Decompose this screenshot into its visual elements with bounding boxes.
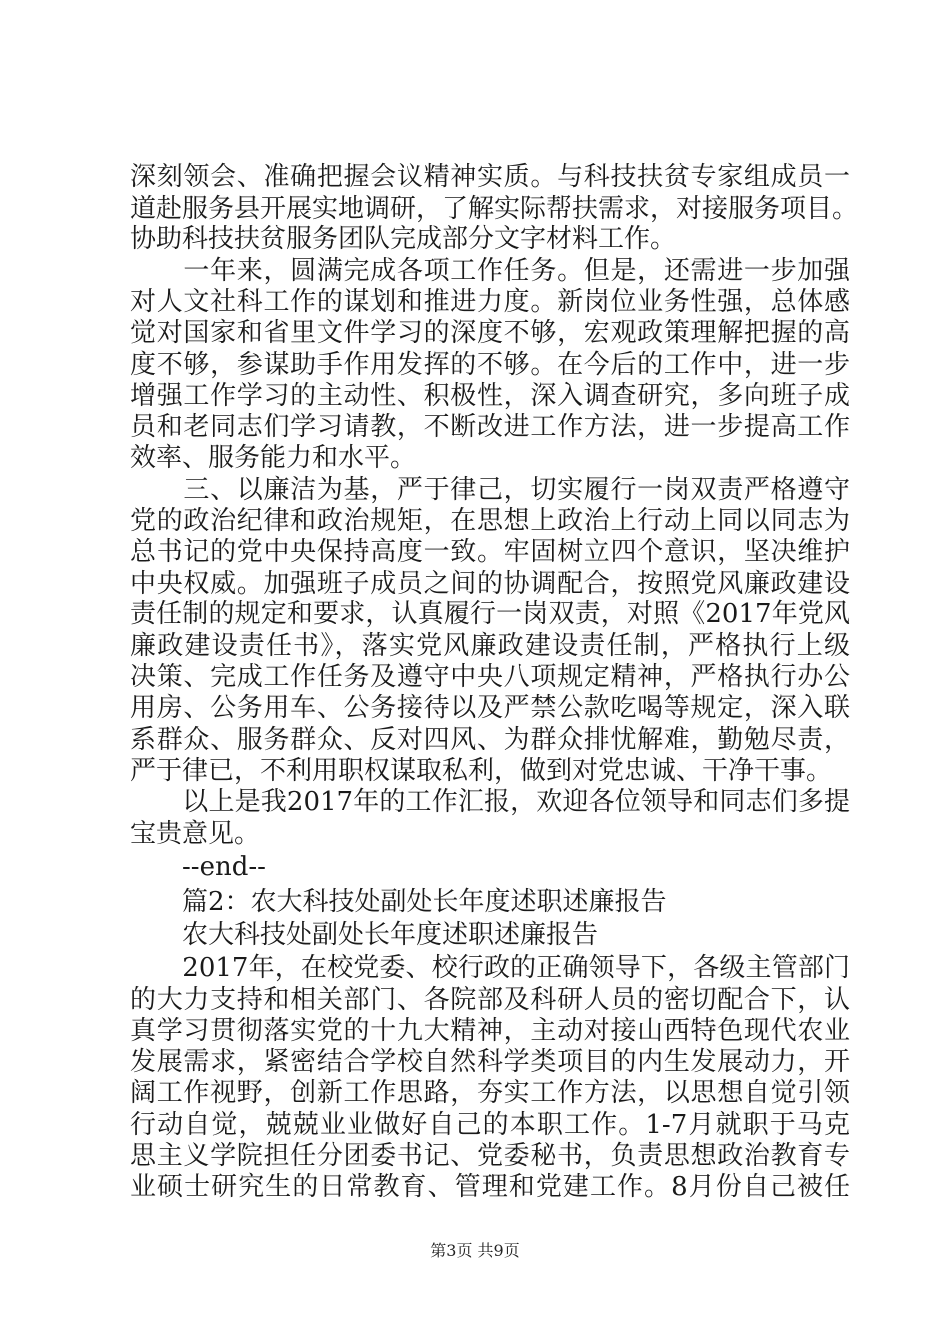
paragraph-line: 发展需求，紧密结合学校自然科学类项目的内生发展动力，开 — [130, 1047, 850, 1077]
paragraph-line: 行动自觉，兢兢业业做好自己的本职工作。1-7月就职于马克 — [130, 1110, 850, 1140]
paragraph-line: 思主义学院担任分团委书记、党委秘书，负责思想政治教育专 — [130, 1141, 850, 1171]
paragraph-line: 一年来，圆满完成各项工作任务。但是，还需进一步加强 — [130, 256, 850, 286]
paragraph-line: 度不够，参谋助手作用发挥的不够。在今后的工作中，进一步 — [130, 350, 850, 380]
paragraph-line: 深刻领会、准确把握会议精神实质。与科技扶贫专家组成员一 — [130, 162, 850, 192]
page-footer: 第3页 共9页 — [430, 1241, 520, 1260]
end-marker: --end-- — [130, 852, 266, 882]
report-title: 农大科技处副处长年度述职述廉报告 — [130, 920, 599, 950]
paragraph-line: 决策、完成工作任务及遵守中央八项规定精神，严格执行办公 — [130, 662, 850, 692]
paragraph-line: 中央权威。加强班子成员之间的协调配合，按照党风廉政建设 — [130, 569, 850, 599]
paragraph-line: 真学习贯彻落实党的十九大精神，主动对接山西特色现代农业 — [130, 1016, 850, 1046]
paragraph-line: 觉对国家和省里文件学习的深度不够，宏观政策理解把握的高 — [130, 318, 850, 348]
paragraph-line: 系群众、服务群众、反对四风、为群众排忧解难，勤勉尽责， — [130, 725, 850, 755]
paragraph-line: 宝贵意见。 — [130, 819, 261, 849]
paragraph-line: 协助科技扶贫服务团队完成部分文字材料工作。 — [130, 224, 677, 254]
paragraph-line: 的大力支持和相关部门、各院部及科研人员的密切配合下，认 — [130, 985, 850, 1015]
paragraph-line: 三、以廉洁为基，严于律己，切实履行一岗双责严格遵守 — [130, 475, 850, 505]
paragraph-line: 廉政建设责任书》，落实党风廉政建设责任制，严格执行上级 — [130, 631, 850, 661]
paragraph-line: 用房、公务用车、公务接待以及严禁公款吃喝等规定，深入联 — [130, 693, 850, 723]
paragraph-line: 党的政治纪律和政治规矩，在思想上政治上行动上同以同志为 — [130, 506, 850, 536]
paragraph-line: 道赴服务县开展实地调研，了解实际帮扶需求，对接服务项目。 — [130, 194, 859, 224]
paragraph-line: 增强工作学习的主动性、积极性，深入调查研究，多向班子成 — [130, 381, 850, 411]
paragraph-line: 员和老同志们学习请教，不断改进工作方法，进一步提高工作 — [130, 412, 850, 442]
paragraph-line: 对人文社科工作的谋划和推进力度。新岗位业务性强，总体感 — [130, 287, 850, 317]
section-heading: 篇2：农大科技处副处长年度述职述廉报告 — [130, 887, 667, 917]
paragraph-line: 2017年，在校党委、校行政的正确领导下，各级主管部门 — [130, 953, 850, 983]
paragraph-line: 效率、服务能力和水平。 — [130, 443, 417, 473]
paragraph-line: 总书记的党中央保持高度一致。牢固树立四个意识，坚决维护 — [130, 537, 850, 567]
paragraph-line: 业硕士研究生的日常教育、管理和党建工作。8月份自己被任 — [130, 1172, 850, 1202]
paragraph-line: 严于律已，不利用职权谋取私利，做到对党忠诚、干净干事。 — [130, 756, 833, 786]
paragraph-line: 以上是我2017年的工作汇报，欢迎各位领导和同志们多提 — [130, 787, 850, 817]
paragraph-line: 责任制的规定和要求，认真履行一岗双责，对照《2017年党风 — [130, 599, 850, 629]
paragraph-line: 阔工作视野，创新工作思路，夯实工作方法，以思想自觉引领 — [130, 1078, 850, 1108]
